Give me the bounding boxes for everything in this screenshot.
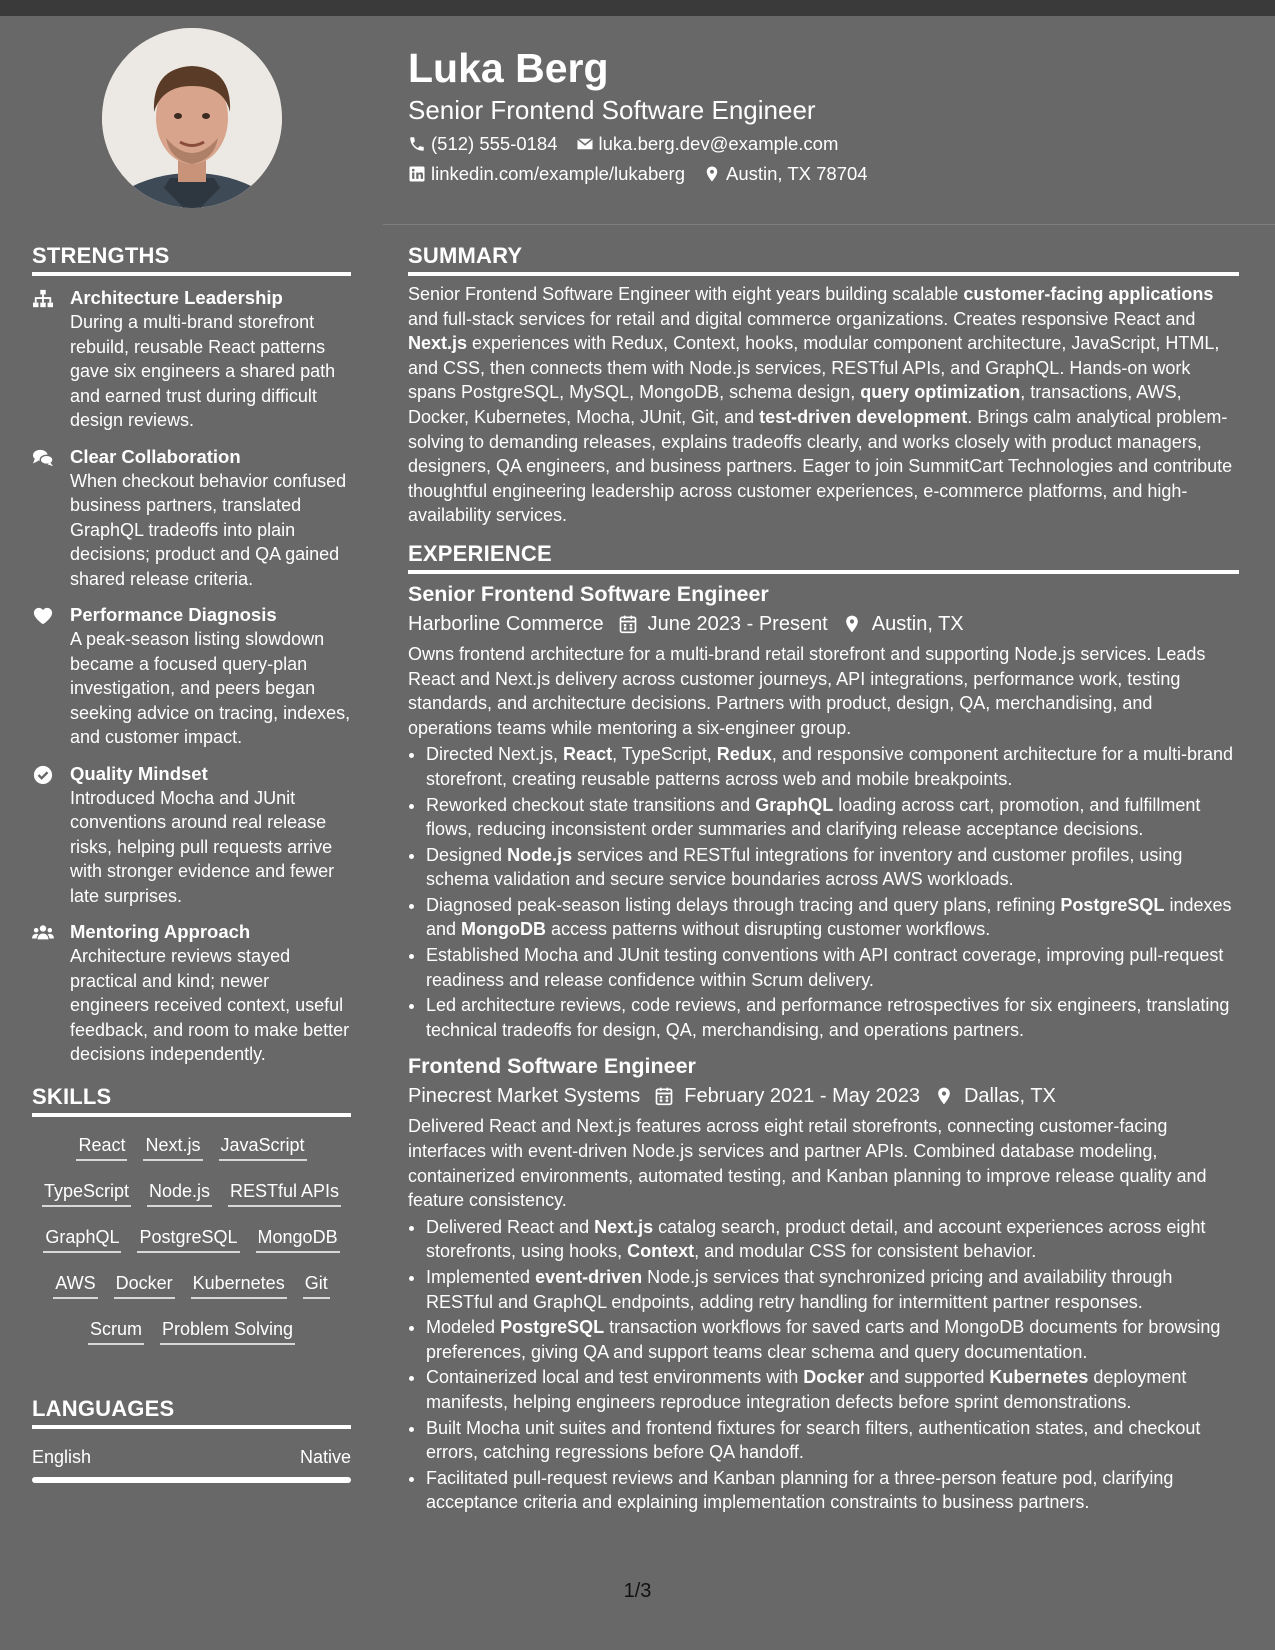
skill-tag: RESTful APIs xyxy=(228,1179,341,1207)
phone-icon xyxy=(408,135,426,153)
heart-icon xyxy=(32,606,54,626)
skill-tag: Docker xyxy=(114,1271,175,1299)
text-segment: Established Mocha and JUnit testing conventions with API contract coverage, improving pull-request readiness and release confidence within Scrum delivery. xyxy=(426,945,1224,990)
job-title: Senior Frontend Software Engineer xyxy=(408,581,769,606)
bold-keyword: event-driven xyxy=(535,1267,643,1287)
strength-desc: A peak-season listing slowdown became a focused query-plan investigation, and peers began seeking advice on tracing, indexes, and customer impact. xyxy=(70,629,351,747)
text-segment: , TypeScript, xyxy=(612,744,717,765)
strength-title: Performance Diagnosis xyxy=(70,604,277,625)
language-name: English xyxy=(32,1446,92,1467)
language-proficiency-bar xyxy=(32,1477,351,1483)
linkedin-text: linkedin.com/example/lukaberg xyxy=(431,163,685,184)
job-bullet xyxy=(426,1365,1239,1414)
experience-list xyxy=(408,580,1239,1515)
job-bullet xyxy=(426,943,1239,992)
job-bullet xyxy=(426,1315,1239,1364)
text-segment: Reworked checkout state transitions and xyxy=(426,794,756,815)
text-segment: loading across cart, promotion, and fulfillment flows, reducing inconsistent order summaries and clarifying release acceptance decisions. xyxy=(426,794,1201,840)
job-dates-text: June 2023 - Present xyxy=(647,612,828,635)
job-description: Owns frontend architecture for a multi-brand retail storefront and supporting Node.js services. Leads React and Next.js delivery across customer journeys, API integrations, performance work, testing standards, and architecture decisions. Partners with product, design, QA, merchandising, and operations teams while mentoring a six-engineer group. xyxy=(408,643,1206,738)
contact-row-1 xyxy=(408,132,1248,156)
job-bullet xyxy=(426,1215,1239,1264)
page-number: 1/3 xyxy=(623,1580,652,1602)
strength-item xyxy=(32,286,351,433)
text-segment: Built Mocha unit suites and frontend fixtures for search filters, authentication states, and checkout errors, catching regressions before QA handoff. xyxy=(426,1417,1201,1463)
strength-desc: During a multi-brand storefront rebuild, reusable React patterns gave six engineers a shared path and earned trust during difficult design reviews. xyxy=(70,312,336,430)
text-segment: . Brings calm analytical problem-solving to demanding releases, explains tradeoffs clearly, and works closely with product managers, designers, QA engineers, and business partners. Eager to join SummitCart Technologies and contribute thoughtful engineering leadership across customer experiences, e-commerce platforms, and high-availability services. xyxy=(408,406,1233,526)
strength-title: Quality Mindset xyxy=(70,762,208,784)
skills-list xyxy=(32,1117,351,1355)
map-pin-icon xyxy=(842,614,862,634)
calendar-icon xyxy=(654,1086,674,1106)
job-meta xyxy=(408,610,1239,638)
skill-tag: PostgreSQL xyxy=(137,1225,239,1253)
strength-item xyxy=(32,445,351,592)
job-dates-text: February 2021 - May 2023 xyxy=(684,1085,920,1108)
map-pin-icon xyxy=(703,165,721,183)
text-segment: experiences with Redux, Context, hooks, modular component architecture, JavaScript, HTML, and CSS, then connects them with Node.js services, RESTful APIs, and GraphQL. Hands-on work spans PostgreSQL, MySQL, MongoDB, schema design, xyxy=(408,333,1220,403)
text-segment: and full-stack services for retail and digital commerce organizations. Creates responsive React and xyxy=(408,308,1196,329)
bold-keyword: PostgreSQL xyxy=(500,1317,605,1338)
job-bullet xyxy=(426,793,1239,842)
skill-tag: AWS xyxy=(53,1271,97,1299)
bold-keyword: Redux xyxy=(716,744,772,765)
skill-tag: Git xyxy=(303,1271,330,1299)
text-segment: indexes and xyxy=(426,894,1232,940)
text-segment: Implemented xyxy=(426,1267,536,1287)
text-segment: deployment manifests, helping engineers reproduce integration defects before sprint demonstrations. xyxy=(426,1367,1187,1412)
skill-tag: TypeScript xyxy=(42,1179,131,1207)
text-segment: , and modular CSS for consistent behavior. xyxy=(694,1241,1037,1262)
bold-keyword: customer-facing applications xyxy=(963,284,1214,304)
sitemap-icon xyxy=(32,289,54,309)
strength-item xyxy=(32,603,351,750)
text-segment: Diagnosed peak-season listing delays through tracing and query plans, refining xyxy=(426,894,1061,915)
strengths-heading: STRENGTHS xyxy=(32,242,351,276)
skill-tag: GraphQL xyxy=(43,1225,121,1253)
left-column xyxy=(32,242,351,1483)
job-bullet xyxy=(426,742,1239,791)
text-segment: Delivered React and xyxy=(426,1216,595,1237)
skill-tag: Kubernetes xyxy=(191,1271,287,1299)
job-meta xyxy=(408,1082,1239,1110)
language-level: Native xyxy=(299,1446,351,1467)
top-bar xyxy=(0,0,1275,16)
bold-keyword: query optimization xyxy=(860,382,1021,403)
text-segment: Led architecture reviews, code reviews, and performance retrospectives for six engineers, translating technical tradeoffs for design, QA, merchandising, and operations partners. xyxy=(426,995,1230,1040)
summary-heading: SUMMARY xyxy=(408,242,1239,276)
bold-keyword: MongoDB xyxy=(461,919,547,940)
summary-text xyxy=(408,282,1239,528)
job-dates xyxy=(654,1082,920,1110)
skill-tag: JavaScript xyxy=(219,1133,307,1161)
calendar-icon xyxy=(618,614,638,634)
bold-keyword: Next.js xyxy=(408,333,468,354)
text-segment: Designed xyxy=(426,844,508,865)
users-icon xyxy=(32,923,54,943)
job-location xyxy=(842,610,964,638)
job-description: Delivered React and Next.js features across eight retail storefronts, connecting customer-facing interfaces with event-driven Node.js services and partner APIs. Combined database modeling, containerized environments, automated testing, and Kanban planning to improve release quality and feature consistency. xyxy=(408,1116,1207,1211)
skill-tag: MongoDB xyxy=(256,1225,340,1253)
job-company: Pinecrest Market Systems xyxy=(408,1085,641,1108)
bold-keyword: Docker xyxy=(803,1367,865,1388)
contact-row-2 xyxy=(408,162,1248,186)
text-segment: , and responsive component architecture for a multi-brand storefront, creating reusable patterns across web and mobile breakpoints. xyxy=(426,744,1234,789)
text-segment: Containerized local and test environments with xyxy=(426,1367,804,1388)
location-contact xyxy=(703,162,868,186)
strength-title: Architecture Leadership xyxy=(70,287,283,308)
bold-keyword: Context xyxy=(627,1241,695,1262)
location-text: Austin, TX 78704 xyxy=(726,163,868,184)
linkedin-contact[interactable] xyxy=(408,162,685,186)
language-row xyxy=(32,1445,351,1469)
candidate-name: Luka Berg xyxy=(408,45,609,91)
strength-desc: When checkout behavior confused business partners, translated GraphQL tradeoffs into plain decisions; product and QA gained shared release criteria. xyxy=(70,470,347,589)
bold-keyword: test-driven development xyxy=(759,406,968,427)
text-segment: Facilitated pull-request reviews and Kanban planning for a three-person feature pod, clarifying acceptance criteria and explaining implementation constraints to business partners. xyxy=(426,1467,1174,1513)
bold-keyword: Next.js xyxy=(594,1216,654,1237)
text-segment: catalog search, product detail, and account experiences across eight storefronts, using hooks, xyxy=(426,1216,1206,1262)
skills-heading: SKILLS xyxy=(32,1083,351,1117)
text-segment: , transactions, AWS, Docker, Kubernetes, Mocha, JUnit, Git, and xyxy=(408,382,1182,427)
job-bullets xyxy=(408,742,1239,1042)
job-bullet xyxy=(426,1265,1239,1314)
skill-tag: Problem Solving xyxy=(160,1317,295,1345)
job-bullet xyxy=(426,893,1239,942)
skill-tag: Node.js xyxy=(147,1179,212,1207)
strength-desc: Architecture reviews stayed practical and kind; newer engineers received context, useful feedback, and room to make better decisions independently. xyxy=(70,946,350,1064)
job-bullet xyxy=(426,1466,1239,1515)
job-entry xyxy=(408,1052,1239,1515)
text-segment: Senior Frontend Software Engineer with eight years building scalable xyxy=(408,284,964,304)
phone-text: (512) 555-0184 xyxy=(431,133,558,154)
map-pin-icon xyxy=(934,1086,954,1106)
skill-tag: Next.js xyxy=(143,1133,202,1161)
profile-photo xyxy=(102,28,282,208)
comments-icon xyxy=(32,448,54,468)
text-segment: services and RESTful integrations for inventory and customer profiles, using schema validation and secure service boundaries across AWS workloads. xyxy=(426,844,1183,890)
job-location-text: Dallas, TX xyxy=(963,1085,1056,1108)
text-segment: Node.js services that synchronized pricing and availability through RESTful and GraphQL endpoints, adding retry handling for intermittent partner responses. xyxy=(426,1267,1173,1312)
envelope-icon xyxy=(576,135,594,153)
job-company: Harborline Commerce xyxy=(408,612,604,635)
skill-tag: React xyxy=(76,1133,127,1161)
resume-header xyxy=(408,44,1248,186)
email-text: luka.berg.dev@example.com xyxy=(598,133,839,154)
job-title: Frontend Software Engineer xyxy=(408,1054,696,1079)
header-divider xyxy=(383,224,1275,225)
job-bullet xyxy=(426,993,1239,1042)
strength-item xyxy=(32,762,351,909)
candidate-role: Senior Frontend Software Engineer xyxy=(408,95,816,125)
bold-keyword: PostgreSQL xyxy=(1060,894,1165,915)
strength-desc: Introduced Mocha and JUnit conventions around real release risks, helping pull requests arrive with stronger evidence and fewer late surprises. xyxy=(70,787,335,906)
text-segment: transaction workflows for saved carts and MongoDB documents for browsing preferences, giving QA and support teams clear schema and query documentation. xyxy=(426,1317,1221,1362)
job-bullet xyxy=(426,1416,1239,1465)
languages-heading: LANGUAGES xyxy=(32,1395,351,1429)
email-contact[interactable] xyxy=(576,132,839,156)
text-segment: Modeled xyxy=(426,1317,501,1338)
check-circle-icon xyxy=(32,765,54,785)
bold-keyword: React xyxy=(563,744,613,765)
job-location xyxy=(934,1082,1056,1110)
strength-title: Clear Collaboration xyxy=(70,445,241,467)
strengths-list xyxy=(32,286,351,1067)
strength-title: Mentoring Approach xyxy=(70,921,251,942)
phone-contact xyxy=(408,132,558,156)
text-segment: and supported xyxy=(864,1367,990,1388)
bold-keyword: Kubernetes xyxy=(989,1367,1089,1388)
bold-keyword: Node.js xyxy=(507,844,573,865)
text-segment: Directed Next.js, xyxy=(426,744,564,765)
resume-page xyxy=(0,16,1275,1650)
experience-heading: EXPERIENCE xyxy=(408,540,1239,574)
bold-keyword: GraphQL xyxy=(755,794,834,815)
job-location-text: Austin, TX xyxy=(871,612,964,635)
strength-item xyxy=(32,920,351,1067)
text-segment: access patterns without disrupting customer workflows. xyxy=(546,919,991,940)
job-entry xyxy=(408,580,1239,1043)
job-bullets xyxy=(408,1215,1239,1515)
linkedin-icon xyxy=(408,165,426,183)
skill-tag: Scrum xyxy=(88,1317,144,1345)
right-column xyxy=(408,242,1239,1516)
job-dates xyxy=(618,610,828,638)
job-bullet xyxy=(426,843,1239,892)
